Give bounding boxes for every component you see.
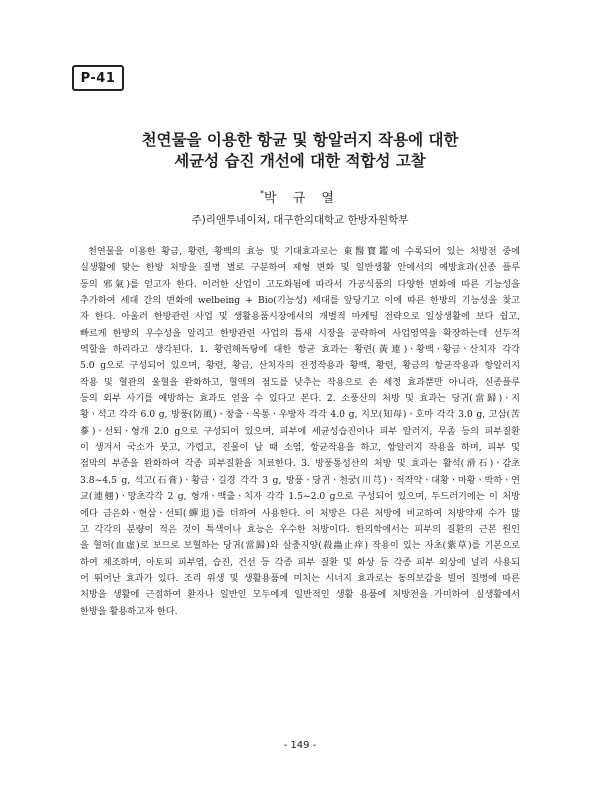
body-line: 어 뛰어난 효과가 있다. 조리 위생 및 생활용품에 미치는 시너지 효과로는 동의보감을 빌어 질병에 따른 xyxy=(80,572,520,584)
body-line: 황ㆍ석고 각각 6.0 g, 방풍(防風)ㆍ창출ㆍ목통ㆍ우방자 각각 4.0 g, 지모(知母)ㆍ호마 각각 3.0 g, 고삼(苦 xyxy=(80,409,520,421)
author-name: 박 규 열 xyxy=(264,191,340,206)
body-line: 을 혈허(血虛)로 보므로 보혈하는 당귀(當歸)와 살충지양(殺蟲止痒) 작용이 있는 자초(紫草)를 기본으로 xyxy=(80,540,520,552)
body-line: 처방을 생활에 근접하여 환자나 일반인 모두에게 일반적인 생활 용품에 처방전을 가미하여 실생활에서 xyxy=(80,589,520,601)
body-line: 자 한다. 아울러 한방관련 사업 및 생활용품시장에서의 개별적 마케팅 전략으로 일상생활에 보다 쉽고, xyxy=(80,311,520,323)
title-line-2: 세균성 습진 개선에 대한 적합성 고찰 xyxy=(174,152,426,170)
abstract-body xyxy=(80,244,520,620)
body-line: 고 각각의 분량이 적은 것이 특색이나 효능은 우수한 처방이다. 한의학에서는 피부의 질환의 근본 원인 xyxy=(80,523,520,535)
corresponding-author-marker: * xyxy=(260,189,265,198)
body-line: 빠르게 한방의 우수성을 알리고 한방관련 사업의 틈새 시장을 공략하여 사업영역을 확장하는데 선두적 xyxy=(80,327,520,339)
body-line: 에다 금은화ㆍ현삼ㆍ선퇴(蟬退)를 더하여 사용한다. 이 처방은 다른 처방에 비교하여 처방약재 수가 많 xyxy=(80,507,520,519)
body-line: 하여 제조하며, 아토피 피부염, 습진, 건선 등 각종 피부 질환 및 화상 등 각종 피부 외상에 널리 사용되 xyxy=(80,556,520,568)
body-line: 점막의 부종을 완화하여 각종 피부질환을 치료한다. 3. 방풍통성산의 처방 및 효과는 활석(滑石)ㆍ감초 xyxy=(80,458,520,470)
page-number: - 149 - xyxy=(283,740,317,751)
body-line: 교(連翹)ㆍ망초각각 2 g, 형개ㆍ백출ㆍ치자 각각 1.5~2.0 g으로 구성되어 있으며, 두드러기에는 이 처방 xyxy=(80,491,520,503)
body-line: 3.8~4.5 g, 석고(石膏)ㆍ황금ㆍ길경 각각 3 g, 방풍ㆍ당귀ㆍ천궁(川芎)ㆍ적작약ㆍ대황ㆍ마황ㆍ박하ㆍ연 xyxy=(80,474,520,486)
body-line: 추가하여 세대 간의 변화에 welbeing + Bio(기능성) 세대를 앞당기고 이에 따른 한방의 기능성을 찾고 xyxy=(80,295,520,307)
body-line: 역할을 하리라고 생각된다. 1. 황련해독탕에 대한 항균 효과는 황련(黃連)ㆍ황백ㆍ황금ㆍ산치자 각각 xyxy=(80,344,520,356)
affiliation: 주)리앤투네이쳐, 대구한의대학교 한방자원학부 xyxy=(191,214,409,226)
body-line: 등의 邪氣)를 얻고자 한다. 이러한 산업이 고도화됨에 따라서 가공식품의 다양한 변화에 따른 기능성을 xyxy=(80,278,520,290)
title-line-1: 천연물을 이용한 항균 및 항알러지 작용에 대한 xyxy=(141,131,459,149)
author xyxy=(0,187,600,206)
body-line: 작용 및 혈관의 울혈을 완화하고, 혈액의 점도를 낮추는 작용으로 손 세정 효과뿐만 아니라, 신종플루 xyxy=(80,376,520,388)
body-line: 이 생겨서 국소가 붓고, 가렵고, 진물이 날 때 소염, 항균작용을 하고, 항알러지 작용을 하며, 피부 및 xyxy=(80,442,520,454)
body-line: 등의 외부 사기를 예방하는 효과도 얻을 수 있다고 본다. 2. 소풍산의 처방 및 효과는 당귀(當歸)ㆍ지 xyxy=(80,393,520,405)
body-line: 실생활에 맞는 한방 처방을 질병 별로 구분하여 제형 변화 및 일반생활 안에서의 예방효과(신종 플루 xyxy=(80,262,520,274)
body-line: 蔘)ㆍ선퇴ㆍ형개 2.0 g으로 구성되어 있으며, 피부에 세균성습진이나 피부 알러지, 무좀 등의 피부질환 xyxy=(80,425,520,437)
paper-title xyxy=(40,130,560,172)
body-line: 5.0 g으로 구성되어 있으며, 황련, 황금, 산치자의 진정작용과 황백, 황련, 황금의 항균작용과 항알러지 xyxy=(80,360,520,372)
abstract-number-box xyxy=(72,65,124,91)
body-line: 한방을 활용하고자 한다. xyxy=(80,605,178,617)
abstract-number: P-41 xyxy=(80,70,116,86)
body-line: 천연물을 이용한 황금, 황련, 황백의 효능 및 기대효과로는 東醫寶鑑에 수록되어 있는 처방전 중에 xyxy=(88,246,520,257)
